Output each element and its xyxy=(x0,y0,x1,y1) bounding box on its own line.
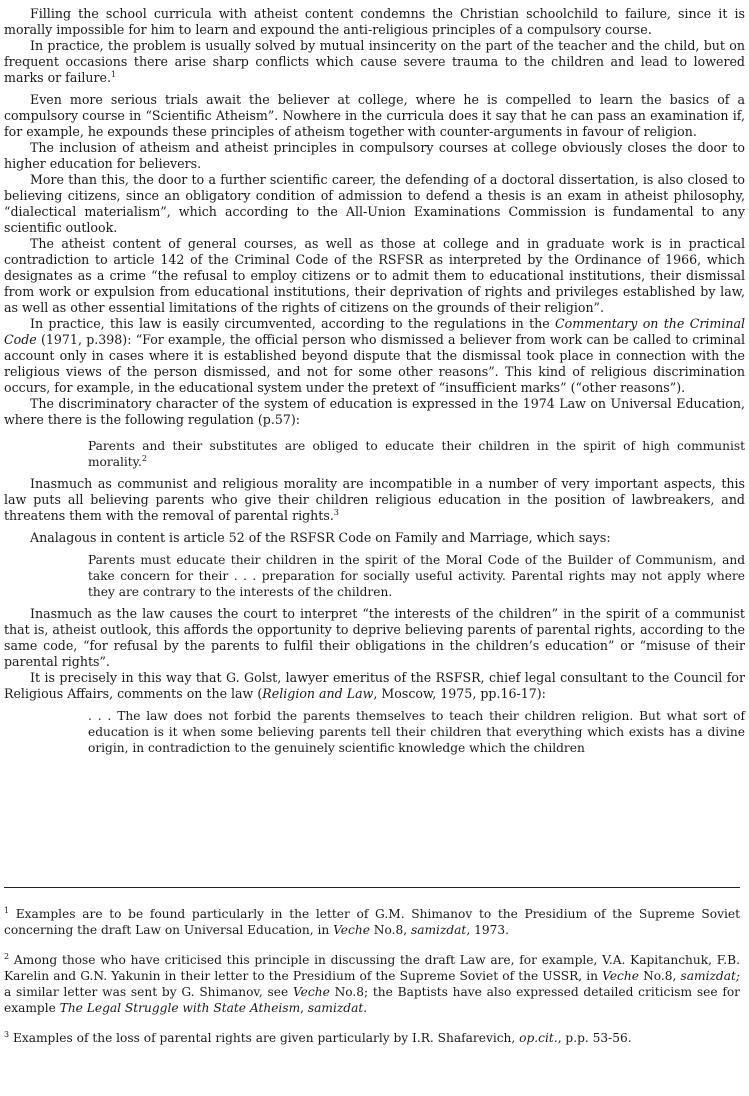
paragraph-discriminatory-character: The discriminatory character of the system of education is expressed in the 1974 Law on Universal Education, where there is the following regulation (p.57): xyxy=(4,396,745,427)
paragraph-curricula-failure: Filling the school curricula with atheist content condemns the Christian schoolchild to failure, since it is morally impossible for him to learn and expound the anti-religious principles of a compulsory course. xyxy=(4,6,745,37)
paragraph-incompatible-morality: Inasmuch as communist and religious morality are incompatible in a number of very important aspects, this law puts all believing parents who give their children religious education in the position of lawbreakers, and threatens them with the removal of parental rights.$^3$ xyxy=(4,476,745,523)
footnote-3-number: 3 xyxy=(4,1029,10,1039)
paragraph-scientific-career: More than this, the door to a further scientific career, the defending of a doctoral dissertation, is also closed to believing citizens, since an obligatory condition of admission to defend a thesis is an exam in atheist philosophy, “dialectical materialism”, which according to the All-Union Examinations Commission is fundamental to any scientific outlook. xyxy=(4,172,745,235)
block-quote-communist-morality: Parents and their substitutes are obliged to educate their children in the spirit of high communist morality.$^2$ xyxy=(88,439,745,469)
paragraph-higher-education: The inclusion of atheism and atheist principles in compulsory courses at college obviously closes the door to higher education for believers. xyxy=(4,140,745,171)
paragraph-interests-of-children: Inasmuch as the law causes the court to interpret “the interests of the children” in the spirit of a communist that is, atheist outlook, this affords the opportunity to deprive believing parents of parental rights, according to the same code, “for refusal by the parents to fulfil their obligations in the children’s education” or “misuse of their parental rights”. xyxy=(4,606,745,669)
paragraph-mutual-insincerity: In practice, the problem is usually solved by mutual insincerity on the part of the teacher and the child, but on frequent occasions there arise sharp conflicts which cause severe trauma to the children and lead to lowered marks or failure.$^1$ xyxy=(4,38,745,85)
footnote-1: $^1$ Examples are to be found particularly in the letter of G.M. Shimanov to the Presidium of the Supreme Soviet concerning the draft Law on Universal Education, in Veche No.8, samizdat, 1973. xyxy=(4,905,740,937)
footnotes xyxy=(4,906,740,1060)
footnote-1-number: 1 xyxy=(4,905,10,915)
footnote-divider xyxy=(4,887,740,888)
footnote-ref-2: 2 xyxy=(141,453,147,463)
footnote-ref-3: 3 xyxy=(333,507,339,517)
paragraph-law-circumvented: In practice, this law is easily circumvented, according to the regulations in the Commentary on the Criminal Code (1971, p.398): “For example, the official person who dismissed a believer from work can be called to criminal account only in cases where it is established beyond dispute that the dismissal took place in connection with the religious views of the person dismissed, and not for some other reasons”. This kind of religious discrimination occurs, for example, in the educational system under the pretext of “insufficient marks” (“other reasons”). xyxy=(4,316,745,395)
block-quote-moral-code: Parents must educate their children in the spirit of the Moral Code of the Builder of Communism, and take concern for their . . . preparation for socially useful activity. Parental rights may not apply where they are contrary to the interests of the children. xyxy=(88,553,745,599)
document-body xyxy=(4,6,745,762)
paragraph-golst-comment: It is precisely in this way that G. Golst, lawyer emeritus of the RSFSR, chief legal consultant to the Council for Religious Affairs, comments on the law (Religion and Law, Moscow, 1975, pp.16-17): xyxy=(4,670,745,701)
footnote-2-number: 2 xyxy=(4,951,10,961)
paragraph-college-trials: Even more serious trials await the believer at college, where he is compelled to learn the basics of a compulsory course in “Scientific Atheism”. Nowhere in the curricula does it say that he can pass an examination if, for example, he expounds these principles of atheism together with counter-arguments in favour of religion. xyxy=(4,92,745,139)
paragraph-article-52: Analagous in content is article 52 of the RSFSR Code on Family and Marriage, which says: xyxy=(30,530,611,545)
paragraph-article-142: The atheist content of general courses, as well as those at college and in graduate work is in practical contradiction to article 142 of the Criminal Code of the RSFSR as interpreted by the Ordinance of 1966, which designates as a crime “the refusal to employ citizens or to admit them to educational institutions, their dismissal from work or expulsion from educational institutions, their deprivation of rights and privileges established by law, as well as other essential limitations of the rights of citizens on the grounds of their religion”. xyxy=(4,236,745,315)
footnote-3: $^3$ Examples of the loss of parental rights are given particularly by I.R. Shafarevich, op.cit., p.p. 53-56. xyxy=(4,1029,632,1045)
block-quote-golst: . . . The law does not forbid the parents themselves to teach their children religion. But what sort of education is it when some believing parents tell their children that everything which exists has a divine origin, in contradiction to the genuinely scientific knowledge which the children xyxy=(88,709,745,755)
footnote-2: $^2$ Among those who have criticised this principle in discussing the draft Law are, for example, V.A. Kapitanchuk, F.B. Karelin and G.N. Yakunin in their letter to the Presidium of the Supreme Soviet of the USSR, in Veche No.8, samizdat; a similar letter was sent by G. Shimanov, see Veche No.8; the Baptists have also expressed detailed criticism see for example The Legal Struggle with State Atheism, samizdat. xyxy=(4,951,740,1015)
citation-religion-and-law: Religion and Law xyxy=(262,686,374,701)
citation-commentary: Commentary on the Criminal Code xyxy=(4,316,745,347)
footnote-ref-1: 1 xyxy=(111,69,117,79)
